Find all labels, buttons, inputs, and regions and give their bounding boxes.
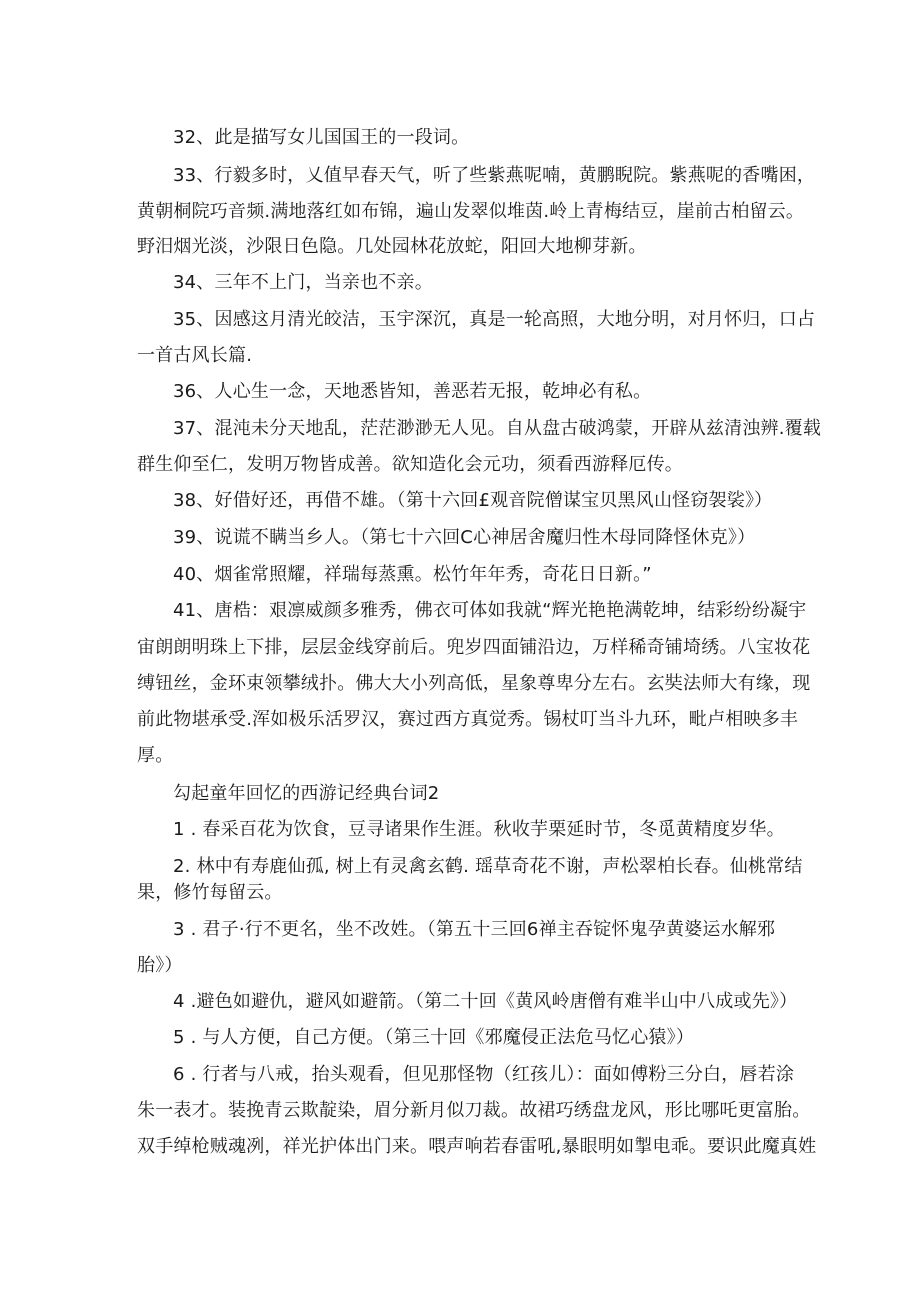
paragraph-41-line-3: 缚钮丝，金环束领攀绒扑。佛大大小列高低，星象尊卑分左右。玄奘法师大有缘，现 — [137, 673, 811, 694]
paragraph-41-line-5: 厚。 — [137, 745, 174, 766]
paragraph-33-line-3: 野汨烟光淡，沙限日色隐。几处园林花放蛇，阳回大地柳芽新。 — [137, 236, 647, 257]
quote-1: 1 . 春采百花为饮食，豆寻诸果作生涯。秋收芋栗延时节，冬觅黄精度岁华。 — [173, 819, 785, 840]
paragraph-37-line-1: 37、混沌未分天地乱，茫茫渺渺无人见。自从盘古破鸿蒙，开辟从兹清浊辨.覆载 — [173, 418, 822, 439]
paragraph-32: 32、此是描写女儿国国王的一段词。 — [173, 127, 470, 148]
paragraph-41-line-1: 41、唐梏：艰凛威颜多雅秀，佛衣可体如我就“辉光艳艳满乾坤，结彩纷纷凝宇 — [173, 600, 807, 621]
paragraph-35-line-2: 一首古风长篇. — [137, 345, 253, 366]
paragraph-37-line-2: 群生仰至仁，发明万物皆成善。欲知造化会元功，须看西游释厄传。 — [137, 454, 683, 475]
paragraph-33-line-2: 黄朝桐院巧音频.满地落红如布锦，遍山发翠似堆茵.岭上青梅结豆，崖前古柏留云。 — [137, 201, 805, 222]
quote-2-line-1: 2. 林中有寿鹿仙孤, 树上有灵禽玄鹤. 瑶草奇花不谢，声松翠柏长春。仙桃常结 — [173, 856, 803, 877]
paragraph-34: 34、三年不上门，当亲也不亲。 — [173, 272, 433, 293]
paragraph-39: 39、说谎不瞒当乡人。（第七十六回C心神居舍魔归性木母同降怪休克》） — [173, 527, 756, 548]
quote-2-line-2: 果，修竹每留云。 — [137, 882, 283, 903]
quote-6-line-1: 6 . 行者与八戒，抬头观看，但见那怪物（红孩儿）：面如傅粉三分白，唇若涂 — [173, 1064, 795, 1085]
quote-5: 5 . 与人方便，自己方便。（第三十回《邪魔侵正法危马忆心猿》） — [173, 1027, 695, 1048]
paragraph-41-line-2: 宙朗朗明珠上下排，层层金线穿前后。兜岁四面铺沿边，万样稀奇铺埼绣。八宝妆花 — [137, 637, 811, 658]
paragraph-41-line-4: 前此物堪承受.浑如极乐活罗汉，赛过西方真觉秀。锡杖叮当斗九环，毗卢相映多丰 — [137, 709, 799, 730]
quote-6-line-3: 双手绰枪贼魂冽，祥光护体出门来。喂声响若春雷吼,暴眼明如掣电乖。要识此魔真姓 — [137, 1136, 817, 1157]
quote-4: 4 .避色如避仇，避风如避箭。（第二十回《黄风岭唐僧有难半山中八成或先》） — [173, 991, 798, 1012]
quote-6-line-2: 朱一表才。装挽青云欺靛染，眉分新月似刀裁。故裙巧绣盘龙风，形比哪吒更富胎。 — [137, 1100, 811, 1121]
paragraph-38: 38、好借好还，再借不雄。（第十六回£观音院僧谋宝贝黑风山怪窃袈裟》） — [173, 490, 773, 511]
paragraph-36: 36、人心生一念，天地悉皆知，善恶若无报，乾坤必有私。 — [173, 381, 652, 402]
quote-3-line-1: 3 . 君子·行不更名，坐不改姓。（第五十三回6禅主吞锭怀鬼孕黄婆运水解邪 — [173, 919, 776, 940]
quote-3-line-2: 胎》） — [137, 955, 183, 976]
paragraph-33-line-1: 33、行毅多时，乂值早春天气，听了些紫燕呢喃，黄鹏睨院。紫燕呢的香嘴困， — [173, 165, 816, 186]
paragraph-35-line-1: 35、因感这月清光皎洁，玉宇深沉，真是一轮高照，大地分明，对月怀归，口占 — [173, 309, 816, 330]
paragraph-40: 40、烟雀常照耀，祥瑞每蒸熏。松竹年年秀，奇花日日新。” — [173, 564, 652, 585]
section-heading: 勾起童年回忆的西游记经典台词2 — [173, 783, 440, 804]
